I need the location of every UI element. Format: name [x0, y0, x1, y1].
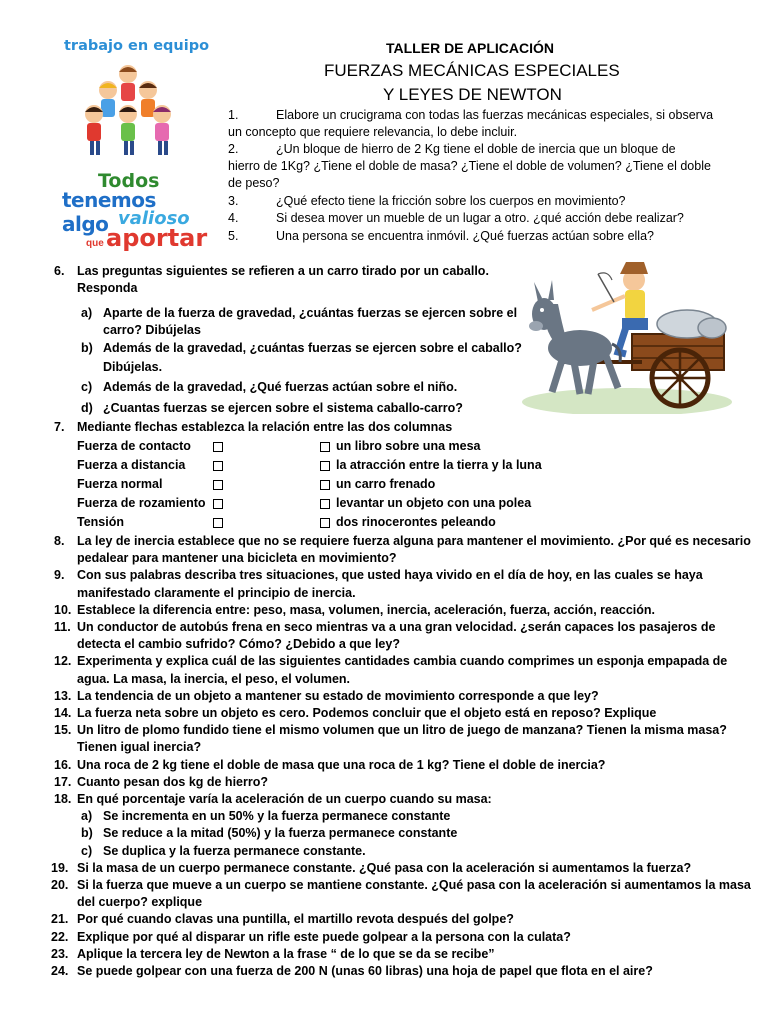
question-number: 11.: [54, 620, 71, 634]
logo-word-tenemos: tenemos algo: [62, 188, 156, 236]
question-text: Tienen igual inercia?: [77, 740, 202, 754]
checkbox-left[interactable]: [213, 499, 223, 509]
subquestion-text: Además de la gravedad, ¿cuántas fuerzas se ejercen sobre el caballo?: [103, 341, 522, 355]
checkbox-left[interactable]: [213, 518, 223, 528]
question-text: La tendencia de un objeto a mantener su estado de movimiento corresponde a que ley?: [77, 689, 599, 703]
subquestion-text: Además de la gravedad, ¿Qué fuerzas actúan sobre el niño.: [103, 380, 458, 394]
subquestion-text: Se incrementa en un 50% y la fuerza permanece constante: [103, 809, 451, 823]
question-text: Si desea mover un mueble de un lugar a otro. ¿qué acción debe realizar?: [276, 211, 684, 225]
matching-right-term: un carro frenado: [336, 477, 436, 491]
question-text: Se puede golpear con una fuerza de 200 N (unas 60 libras) una hoja de papel que flota en el aire?: [77, 964, 653, 978]
question-text: ¿Qué efecto tiene la fricción sobre los cuerpos en movimiento?: [276, 194, 626, 208]
question-text: Explique por qué al disparar un rifle este puede golpear a la persona con la culata?: [77, 930, 571, 944]
subquestion-text: carro? Dibújelas: [103, 323, 201, 337]
question-number: 16.: [54, 758, 72, 772]
question-text: del cuerpo? explique: [77, 895, 203, 909]
question-text: hierro de 1Kg? ¿Tiene el doble de masa? ¿Tiene el doble de volumen? ¿Tiene el doble: [228, 159, 711, 173]
checkbox-right[interactable]: [320, 518, 330, 528]
question-text: Si la fuerza que mueve a un cuerpo se mantiene constante. ¿Qué pasa con la aceleración si aumentamos la masa: [77, 878, 751, 892]
question-text: Mediante flechas establezca la relación entre las dos columnas: [77, 420, 453, 434]
checkbox-left[interactable]: [213, 442, 223, 452]
matching-right-term: dos rinocerontes peleando: [336, 515, 496, 529]
subquestion-letter: b): [81, 826, 93, 840]
question-text: Una persona se encuentra inmóvil. ¿Qué fuerzas actúan sobre ella?: [276, 229, 654, 243]
matching-right-term: levantar un objeto con una polea: [336, 496, 532, 510]
question-number: 1.: [228, 108, 239, 122]
subquestion-letter: c): [81, 844, 93, 858]
question-text: Responda: [77, 281, 138, 295]
worksheet-heading: TALLER DE APLICACIÓN: [386, 40, 554, 56]
matching-right-term: la atracción entre la tierra y la luna: [336, 458, 542, 472]
question-text: ¿Un bloque de hierro de 2 Kg tiene el doble de inercia que un bloque de: [276, 142, 676, 156]
question-text: Las preguntas siguientes se refieren a un carro tirado por un caballo.: [77, 264, 489, 278]
question-text: Elabore un crucigrama con todas las fuerzas mecánicas especiales, si observa: [276, 108, 714, 122]
checkbox-right[interactable]: [320, 461, 330, 471]
subquestion-letter: a): [81, 809, 93, 823]
logo-word-valioso: valioso: [118, 208, 190, 229]
question-number: 18.: [54, 792, 72, 806]
question-number: 3.: [228, 194, 239, 208]
question-text: Cuanto pesan dos kg de hierro?: [77, 775, 268, 789]
question-number: 9.: [54, 568, 65, 582]
subquestion-letter: c): [81, 380, 93, 394]
subquestion-text: Aparte de la fuerza de gravedad, ¿cuántas fuerzas se ejercen sobre el: [103, 306, 518, 320]
question-text: Si la masa de un cuerpo permanece constante. ¿Qué pasa con la aceleración si aumentamos la fuerza?: [77, 861, 692, 875]
question-number: 15.: [54, 723, 72, 737]
question-number: 4.: [228, 211, 239, 225]
question-text: detecta el cambio sufrido? Cómo? ¿Debido a que ley?: [77, 637, 400, 651]
subquestion-text: Se reduce a la mitad (50%) y la fuerza permanece constante: [103, 826, 458, 840]
matching-left-term: Fuerza a distancia: [77, 458, 186, 472]
checkbox-right[interactable]: [320, 442, 330, 452]
question-text: Establece la diferencia entre: peso, masa, volumen, inercia, aceleración, fuerza, acción, reacción.: [77, 603, 656, 617]
worksheet-title: FUERZAS MECÁNICAS ESPECIALES: [324, 61, 620, 80]
matching-left-term: Fuerza de contacto: [77, 439, 191, 453]
subquestion-text: Dibújelas.: [103, 360, 163, 374]
question-text: manifestado claramente el principio de inercia.: [77, 586, 356, 600]
question-number: 20.: [51, 878, 69, 892]
subquestion-text: Se duplica y la fuerza permanece constante.: [103, 844, 366, 858]
question-text: agua. La masa, la inercia, el peso, el volumen.: [77, 672, 351, 686]
question-number: 13.: [54, 689, 72, 703]
question-text: de peso?: [228, 176, 280, 190]
question-number: 22.: [51, 930, 69, 944]
question-text: En qué porcentaje varía la aceleración de un cuerpo cuando su masa:: [77, 792, 492, 806]
checkbox-right[interactable]: [320, 480, 330, 490]
subquestion-letter: d): [81, 401, 93, 415]
question-text: La ley de inercia establece que no se requiere fuerza alguna para mantener el movimiento. ¿Por qué es necesario: [77, 534, 751, 548]
question-number: 10.: [54, 603, 72, 617]
subquestion-letter: b): [81, 341, 93, 355]
question-number: 21.: [51, 912, 69, 926]
subquestion-letter: a): [81, 306, 93, 320]
question-number: 12.: [54, 654, 72, 668]
question-number: 17.: [54, 775, 72, 789]
question-number: 2.: [228, 142, 239, 156]
matching-right-term: un libro sobre una mesa: [336, 439, 481, 453]
matching-left-term: Fuerza de rozamiento: [77, 496, 206, 510]
question-text: Una roca de 2 kg tiene el doble de masa que una roca de 1 kg? Tiene el doble de inercia?: [77, 758, 606, 772]
question-number: 8.: [54, 534, 65, 548]
matching-left-term: Tensión: [77, 515, 124, 529]
question-text: pedalear para mantener una bicicleta en movimiento?: [77, 551, 397, 565]
matching-left-term: Fuerza normal: [77, 477, 163, 491]
question-text: Un litro de plomo fundido tiene el mismo volumen que un litro de juego de manzana? Tienen la misma masa?: [77, 723, 727, 737]
question-text: un concepto que requiere relevancia, lo debe incluir.: [228, 125, 518, 139]
checkbox-left[interactable]: [213, 480, 223, 490]
question-number: 6.: [54, 264, 65, 278]
logo-word-todos: Todos: [98, 170, 160, 192]
question-text: La fuerza neta sobre un objeto es cero. Podemos concluir que el objeto está en reposo? Explique: [77, 706, 657, 720]
question-number: 14.: [54, 706, 72, 720]
question-number: 23.: [51, 947, 69, 961]
question-text: Experimenta y explica cuál de las siguientes cantidades cambia cuando comprimes un esponja empapada de: [77, 654, 728, 668]
logo-word-que: que: [86, 238, 104, 249]
question-number: 5.: [228, 229, 239, 243]
question-text: Por qué cuando clavas una puntilla, el martillo revota después del golpe?: [77, 912, 514, 926]
question-number: 19.: [51, 861, 69, 875]
question-text: Con sus palabras describa tres situaciones, que usted haya vivido en el día de hoy, en las cuales se haya: [77, 568, 703, 582]
question-text: Un conductor de autobús frena en seco mientras va a una gran velocidad. ¿serán capaces los pasajeros de: [77, 620, 716, 634]
logo-word-aportar: aportar: [106, 224, 208, 252]
subquestion-text: ¿Cuantas fuerzas se ejercen sobre el sistema caballo-carro?: [103, 401, 463, 415]
question-number: 24.: [51, 964, 69, 978]
children-group-illustration: [78, 62, 178, 172]
checkbox-right[interactable]: [320, 499, 330, 509]
question-text: Aplique la tercera ley de Newton a la frase “ de lo que se da se recibe”: [77, 947, 495, 961]
logo-tagline: trabajo en equipo: [64, 38, 210, 54]
worksheet-subtitle: Y LEYES DE NEWTON: [383, 85, 562, 104]
horse-cart-illustration: [522, 252, 732, 414]
teamwork-logo: [58, 38, 210, 252]
question-number: 7.: [54, 420, 65, 434]
checkbox-left[interactable]: [213, 461, 223, 471]
